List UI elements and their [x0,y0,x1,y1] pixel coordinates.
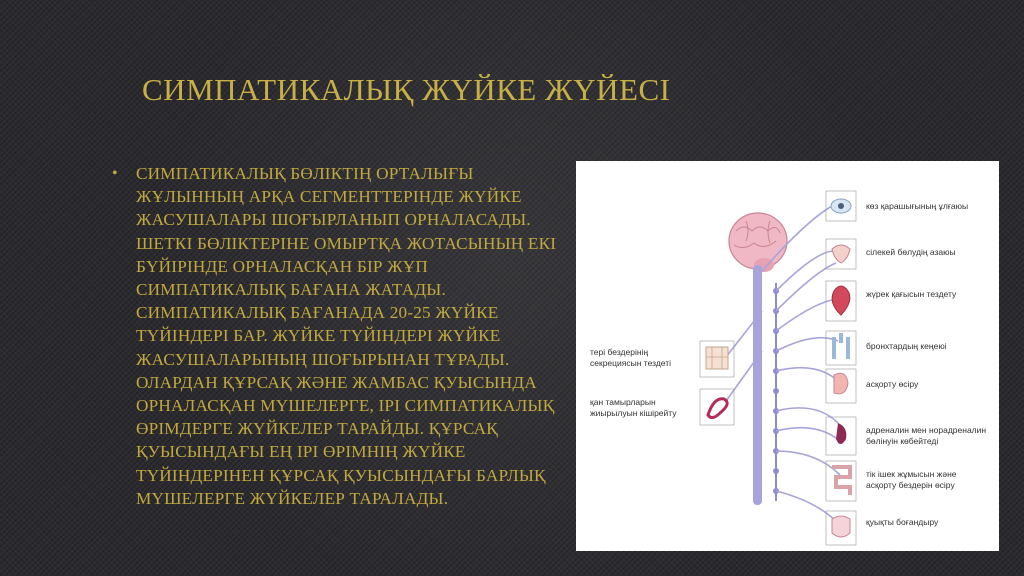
bullet-marker: • [112,165,118,182]
label-saliva: сілекей бөлудің азаюы [866,247,956,257]
label-skin-glands: тері бездерінің секрециясын тездеті [590,347,672,368]
slide-title: СИМПАТИКАЛЫҚ ЖҮЙКЕ ЖҮЙЕСІ [142,72,671,107]
label-bladder: қуықты боғандыру [866,517,939,527]
label-stomach: асқорту өсіру [866,379,919,389]
label-blood-vessels: қан тамырларын жиырылуын кішірейту [590,397,677,418]
label-intestine: тік ішек жұмысын және асқорту бездерін өсіру [866,469,957,490]
nervous-system-diagram [576,161,999,551]
label-pupil-dilation: көз қарашығының ұлғаюы [866,201,969,211]
body-text-block [112,162,574,510]
label-adrenal: адреналин мен норадреналин бөлінуін көбейтеді [866,425,987,446]
label-heart: жүрек қағысын тездету [866,289,957,299]
body-paragraph: СИМПАТИКАЛЫҚ БӨЛІКТІҢ ОРТАЛЫҒЫ ЖҰЛЫННЫҢ АРҚА СЕГМЕНТТЕРІНДЕ ЖҮЙКЕ ЖАСУШАЛАРЫ ШОҒЫРЛАНЫП ОРНАЛАСАДЫ. ШЕТКІ БӨЛІКТЕРІНЕ ОМЫРТҚА ЖОТАСЫНЫҢ ЕКІ БҮЙІРІНДЕ ОРНАЛАСҚАН БІР ЖҰП СИМПАТИКАЛЫҚ БАҒАНА ЖАТАДЫ. СИМПАТИКАЛЫҚ БАҒАНАДА 20-25 ЖҮЙКЕ ТҮЙІНДЕРІ БАР. ЖҮЙКЕ ТҮЙІНДЕРІ ЖҮЙКЕ ЖАСУШАЛАРЫНЫҢ ШОҒЫРЫНАН ТҰРАДЫ. ОЛАРДАН ҚҰРСАҚ ЖӘНЕ ЖАМБАС ҚУЫСЫНДА ОРНАЛАСҚАН МҮШЕЛЕРГЕ, ІРІ СИМПАТИКАЛЫҚ ӨРІМДЕРГЕ ЖҮЙКЕЛЕР ТАРАЙДЫ. ҚҰРСАҚ ҚУЫСЫНДАҒЫ ЕҢ ІРІ ӨРІМНІҢ ЖҮЙКЕ ТҮЙІНДЕРІНЕН ҚҰРСАҚ ҚУЫСЫНДАҒЫ БАРЛЫҚ МҮШЕЛЕРГЕ ЖҮЙКЕЛЕР ТАРАЛАДЫ. [136,164,557,508]
label-bronchi: бронхтардың кеңеюі [866,341,947,351]
